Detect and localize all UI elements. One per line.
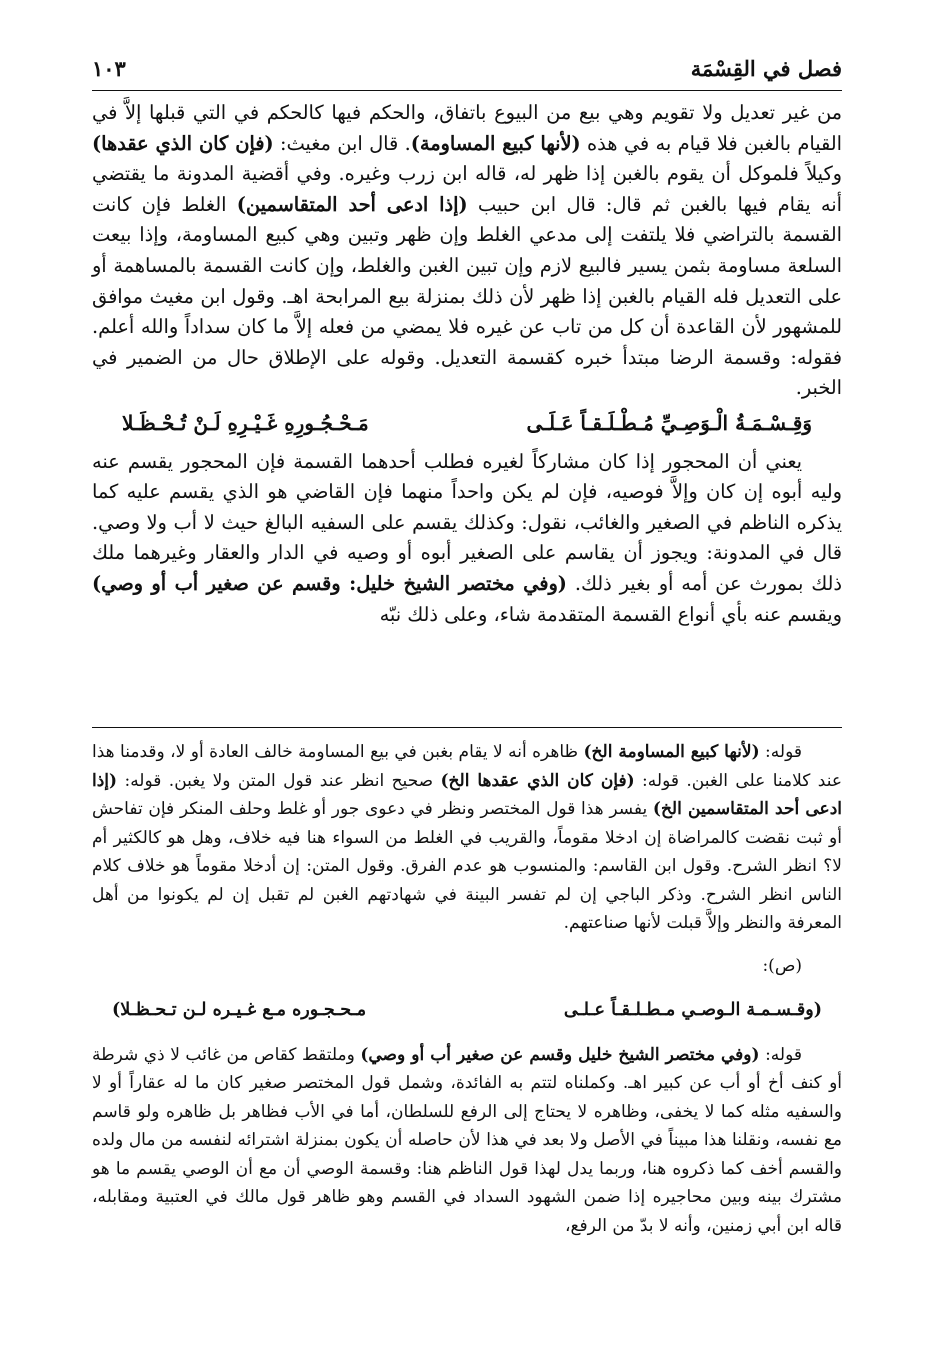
- text-run: من غير تعديل ولا تقويم وهي بيع من البيوع باتفاق، والحكم فيها كالحكم في التي قبلها إلاَّ في القيام بالغبن فلا قيام به في هذه: [92, 101, 842, 155]
- text-run: وملتقط كقاص من غائب لا ذي شرطة أو كنف أخ أو أب عن كبير اهـ. وكملناه لتتم به الفائدة، وشمل قول المختصر صغير كان ما له عقاراً أو لا والسفيه مثله كما لا يخفى، وظاهره لا يحتاج إلى الرفع للسلطان، أما في الأب فظاهر بل ظاهره ولو قاسم مع نفسه، ونقلنا هذا مبيناً في الأصل ولا بعد في هذا لأن حاصله أن يكون بمنزلة اشترائه لنفسه من مال ولده والقسم أخف كما ذكروه هنا، وربما يدل لهذا قول الناظم هنا: وقسمة الوصي أن مع أن الوصي يقسم ما هو مشترك بينه وبين محاجيره إذا ضمن الشهود السداد في القسم وهو ظاهر قول مالك في العتبية ومقابله، قاله ابن أبي زمنين، وأنه لا بدّ من الرفع،: [92, 1044, 842, 1236]
- page-header: [92, 50, 842, 91]
- note-paragraph-3: [92, 1041, 842, 1241]
- bold-quote: (فإن كان الذي عقدها): [92, 131, 274, 155]
- bold-quote: (وفي مختصر الشيخ خليل: وقسم عن صغير أب أو وصي): [92, 571, 567, 595]
- text-run: صحيح انظر عند قول المتن ولا يغبن. قوله:: [117, 770, 441, 791]
- main-text: [92, 98, 842, 630]
- text-run: ظاهره أنه لا يقام بغبن في بيع المساومة خالف العادة أو لا، وقدمنا هذا عند كلامنا على الغبن. قوله:: [92, 742, 842, 791]
- verse-hemistich-first: (وقـسـمـة الـوصـي مـطـلـقـاً عـلـى: [563, 1000, 822, 1020]
- text-run: . قال ابن مغيث:: [273, 131, 411, 155]
- bold-quote: (فإن كان الذي عقدها الخ): [440, 770, 635, 791]
- note-paragraph-2: (ص):: [762, 955, 802, 976]
- bold-quote: (وفي مختصر الشيخ خليل وقسم عن صغير أب أو وصي): [360, 1044, 760, 1065]
- bold-quote: (لأنها كبيع المساومة): [410, 131, 581, 155]
- main-paragraph-1: [92, 98, 842, 404]
- main-paragraph-2: [92, 447, 842, 631]
- text-run: يعني أن المحجور إذا كان مشاركاً لغيره فطلب أحدهما القسمة فإن المحجور يقسم عنه وليه أبوه إن كان وإلاَّ فوصيه، فإن لم يكن واحداً منهما فإن القاضي هو الذي يقسم عليه كما يذكره الناظم في الصغير والغائب، نقول: وكذلك يقسم على السفيه البالغ حيث لا أب ولا وصي. قال في المدونة: ويجوز أن يقاسم على الصغير أبوه أو وصيه في الدار والعقار وغيرهما ملك ذلك بمورث عن أمه أو بغير ذلك.: [92, 449, 842, 595]
- bold-quote: (إذا ادعى أحد المتقاسمين الخ): [92, 770, 842, 819]
- running-title: فصل في القِسْمَة: [690, 56, 842, 81]
- footnote-separator: [92, 727, 842, 728]
- verse-hemistich-second: مـحـجـوره مـع غـيـره لـن تـحـظـلا): [112, 1000, 367, 1020]
- text-run: وكيلاً فلموكل أن يقوم بالغبن إذا ظهر له، قاله ابن زرب وغيره. وفي أقضية المدونة ما يقتضي أنه يقام فيها بالغبن ثم قال: قال ابن حبيب: [92, 162, 842, 216]
- text-run: ويقسم عنه بأي أنواع القسمة المتقدمة شاء، وعلى ذلك نبّه: [379, 602, 842, 626]
- text-run: قوله:: [759, 742, 802, 762]
- verse-hemistich-second: مَـحْـجُـورِهِ غَـيْـرِهِ لَـنْ تُـحْـظَـلا: [122, 410, 369, 435]
- verse-line: [122, 408, 812, 439]
- bold-quote: (لأنها كبيع المساومة الخ): [583, 742, 760, 762]
- text-run: الغلط فإن كانت القسمة بالتراضي فلا يلتفت إلى مدعي الغلط وإن ظهر وتبين وهي كبيع المساومة، وإذا بيعت السلعة مساومة بثمن يسير فالبيع لازم وإن تبين الغبن والغلط، وإن كانت القسمة بالمساهمة أو على التعديل فله القيام بالغبن إذا ظهر لأن ذلك بمنزلة بيع المرابحة اهـ. وقول ابن مغيث موافق للمشهور لأن القاعدة أن كل من تاب عن غيره فلا يمضي من فعله إلاَّ ما كان سداداً والله أعلم. فقوله: وقسمة الرضا مبتدأ خبره كقسمة التعديل. وقوله على الإطلاق حال من الضمير في الخبر.: [92, 192, 842, 400]
- bold-quote: (إذا ادعى أحد المتقاسمين): [236, 192, 468, 216]
- verse-hemistich-first: وَقِـسْـمَـةُ الْـوَصِـيِّ مُـطْـلَـقـاً عَـلَـى: [526, 410, 812, 435]
- footnotes: [92, 738, 842, 1240]
- note-verse-line: [112, 996, 822, 1025]
- note-paragraph-1: [92, 738, 842, 938]
- text-run: يفسر هذا قول المختصر ونظر في دعوى جور أو غلط وحلف المنكر فإن تفاحش أو ثبت نقضت كالمراضاة إن ادخلا مقوماً، والقريب في الغلط من السواء هنا فيه خلاف، وهل هو كالكثير أم لا؟ انظر الشرح. وقول ابن القاسم: والمنسوب هو عدم الفرق. وقول المتن: إن أدخلا مقوماً هو خلاف كلام الناس انظر الشرح. وذكر الباجي إن لم تفسر البينة في شهادتهم الغبن لم تقبل إن لم يكونوا من أهل المعرفة والنظر وإلاَّ قبلت لأنها صناعتهم.: [92, 799, 842, 933]
- text-run: قوله:: [759, 1044, 802, 1065]
- page-number: ١٠٣: [92, 56, 126, 81]
